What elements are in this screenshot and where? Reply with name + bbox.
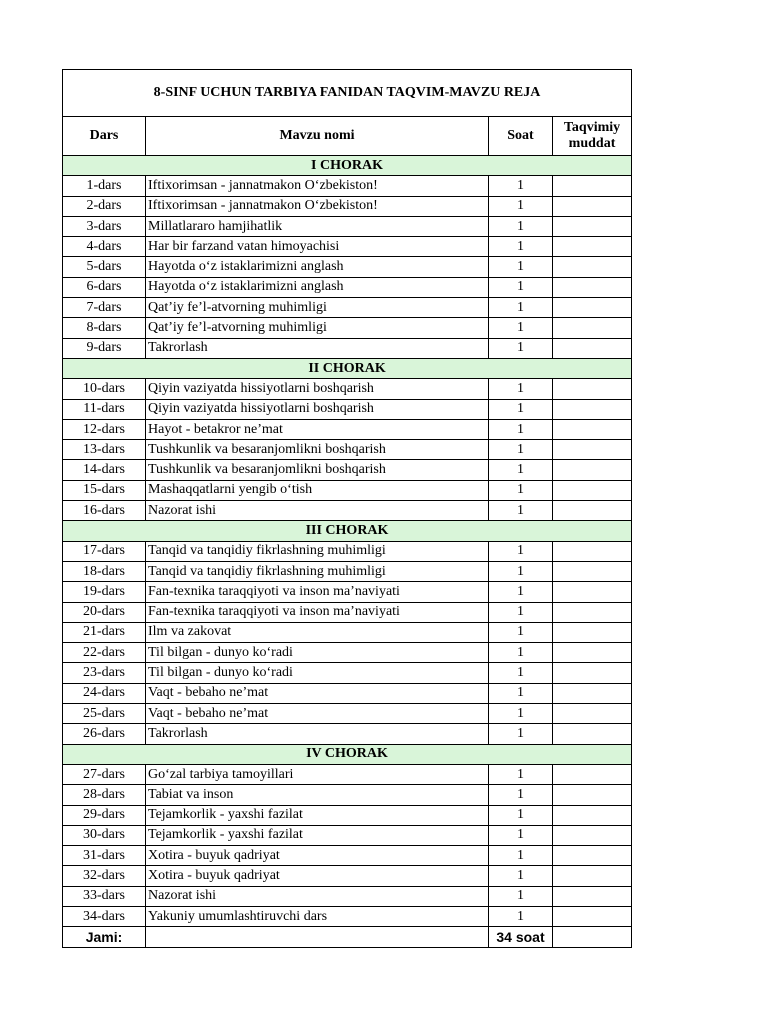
lesson-schedule-cell (553, 866, 632, 886)
lesson-number: 8-dars (63, 318, 146, 338)
lesson-topic: Ilm va zakovat (146, 622, 489, 642)
lesson-hours: 1 (489, 764, 553, 784)
lesson-number: 23-dars (63, 663, 146, 683)
header-lesson: Dars (63, 117, 146, 156)
lesson-number: 6-dars (63, 277, 146, 297)
lesson-number: 34-dars (63, 906, 146, 926)
lesson-hours: 1 (489, 440, 553, 460)
lesson-schedule-cell (553, 622, 632, 642)
quarter-row (63, 358, 632, 378)
lesson-schedule-cell (553, 216, 632, 236)
lesson-topic: Takrorlash (146, 338, 489, 358)
lesson-number: 26-dars (63, 724, 146, 744)
lesson-hours: 1 (489, 501, 553, 521)
total-label: Jami: (63, 927, 146, 947)
lesson-schedule-cell (553, 643, 632, 663)
title-row (63, 70, 632, 117)
lesson-schedule-cell (553, 764, 632, 784)
lesson-hours: 1 (489, 683, 553, 703)
lesson-row (63, 318, 632, 338)
lesson-number: 9-dars (63, 338, 146, 358)
lesson-hours: 1 (489, 399, 553, 419)
lesson-schedule-cell (553, 440, 632, 460)
header-row (63, 117, 632, 156)
lesson-topic: Fan-texnika taraqqiyoti va inson ma’naviyati (146, 602, 489, 622)
lesson-row (63, 683, 632, 703)
lesson-schedule-cell (553, 399, 632, 419)
lesson-hours: 1 (489, 846, 553, 866)
lesson-row (63, 440, 632, 460)
quarter-row (63, 156, 632, 176)
header-topic: Mavzu nomi (146, 117, 489, 156)
total-empty-schedule (553, 927, 632, 947)
lesson-number: 14-dars (63, 460, 146, 480)
lesson-schedule-cell (553, 338, 632, 358)
lesson-number: 21-dars (63, 622, 146, 642)
lesson-topic: Tejamkorlik - yaxshi fazilat (146, 805, 489, 825)
lesson-row (63, 501, 632, 521)
quarter-title: II CHORAK (63, 358, 632, 378)
lesson-topic: Tushkunlik va besaranjomlikni boshqarish (146, 460, 489, 480)
lesson-hours: 1 (489, 237, 553, 257)
lesson-row (63, 602, 632, 622)
lesson-topic: Qat’iy fe’l-atvorning muhimligi (146, 298, 489, 318)
lesson-row (63, 785, 632, 805)
lesson-schedule-cell (553, 582, 632, 602)
lesson-schedule-cell (553, 379, 632, 399)
lesson-row (63, 582, 632, 602)
total-row (63, 927, 632, 947)
quarter-title: I CHORAK (63, 156, 632, 176)
lesson-number: 1-dars (63, 176, 146, 196)
lesson-schedule-cell (553, 480, 632, 500)
lesson-row (63, 704, 632, 724)
lesson-hours: 1 (489, 886, 553, 906)
lesson-topic: Vaqt - bebaho ne’mat (146, 704, 489, 724)
lesson-number: 28-dars (63, 785, 146, 805)
lesson-number: 19-dars (63, 582, 146, 602)
lesson-number: 13-dars (63, 440, 146, 460)
lesson-topic: Nazorat ishi (146, 886, 489, 906)
lesson-number: 5-dars (63, 257, 146, 277)
lesson-schedule-cell (553, 886, 632, 906)
lesson-row (63, 176, 632, 196)
quarter-title: III CHORAK (63, 521, 632, 541)
lesson-row (63, 480, 632, 500)
lesson-schedule-cell (553, 176, 632, 196)
lesson-hours: 1 (489, 825, 553, 845)
lesson-topic: Tanqid va tanqidiy fikrlashning muhimligi (146, 541, 489, 561)
lesson-topic: Yakuniy umumlashtiruvchi dars (146, 906, 489, 926)
header-hours: Soat (489, 117, 553, 156)
lesson-hours: 1 (489, 460, 553, 480)
lesson-hours: 1 (489, 277, 553, 297)
lesson-row (63, 622, 632, 642)
lesson-hours: 1 (489, 480, 553, 500)
lesson-topic: Go‘zal tarbiya tamoyillari (146, 764, 489, 784)
lesson-hours: 1 (489, 704, 553, 724)
total-empty-topic (146, 927, 489, 947)
lesson-schedule-cell (553, 805, 632, 825)
lesson-topic: Iftixorimsan - jannatmakon O‘zbekiston! (146, 196, 489, 216)
lesson-hours: 1 (489, 196, 553, 216)
lesson-number: 31-dars (63, 846, 146, 866)
lesson-schedule-cell (553, 906, 632, 926)
lesson-hours: 1 (489, 419, 553, 439)
lesson-number: 24-dars (63, 683, 146, 703)
lesson-number: 25-dars (63, 704, 146, 724)
lesson-number: 4-dars (63, 237, 146, 257)
lesson-schedule-cell (553, 785, 632, 805)
total-hours: 34 soat (489, 927, 553, 947)
lesson-schedule-cell (553, 846, 632, 866)
lesson-topic: Til bilgan - dunyo ko‘radi (146, 643, 489, 663)
lesson-number: 17-dars (63, 541, 146, 561)
lesson-number: 7-dars (63, 298, 146, 318)
lesson-hours: 1 (489, 866, 553, 886)
lesson-topic: Nazorat ishi (146, 501, 489, 521)
lesson-topic: Takrorlash (146, 724, 489, 744)
lesson-schedule-cell (553, 663, 632, 683)
lesson-number: 2-dars (63, 196, 146, 216)
lesson-number: 16-dars (63, 501, 146, 521)
lesson-row (63, 866, 632, 886)
lesson-topic: Mashaqqatlarni yengib o‘tish (146, 480, 489, 500)
lesson-topic: Tanqid va tanqidiy fikrlashning muhimligi (146, 561, 489, 581)
lesson-topic: Vaqt - bebaho ne’mat (146, 683, 489, 703)
quarter-title: IV CHORAK (63, 744, 632, 764)
lesson-schedule-cell (553, 724, 632, 744)
lesson-row (63, 460, 632, 480)
lesson-hours: 1 (489, 785, 553, 805)
lesson-schedule-cell (553, 501, 632, 521)
quarter-row (63, 521, 632, 541)
lesson-row (63, 541, 632, 561)
plan-table-body (63, 70, 632, 948)
lesson-hours: 1 (489, 805, 553, 825)
lesson-schedule-cell (553, 257, 632, 277)
lesson-schedule-cell (553, 704, 632, 724)
lesson-topic: Hayot - betakror ne’mat (146, 419, 489, 439)
lesson-number: 27-dars (63, 764, 146, 784)
lesson-row (63, 379, 632, 399)
lesson-schedule-cell (553, 419, 632, 439)
lesson-topic: Xotira - buyuk qadriyat (146, 866, 489, 886)
lesson-row (63, 257, 632, 277)
lesson-topic: Xotira - buyuk qadriyat (146, 846, 489, 866)
lesson-row (63, 764, 632, 784)
lesson-topic: Tabiat va inson (146, 785, 489, 805)
lesson-hours: 1 (489, 561, 553, 581)
lesson-number: 18-dars (63, 561, 146, 581)
lesson-topic: Hayotda o‘z istaklarimizni anglash (146, 277, 489, 297)
lesson-schedule-cell (553, 602, 632, 622)
lesson-row (63, 663, 632, 683)
lesson-hours: 1 (489, 582, 553, 602)
lesson-schedule-cell (553, 196, 632, 216)
header-schedule-line1: Taqvimiy (563, 120, 621, 135)
lesson-hours: 1 (489, 906, 553, 926)
lesson-row (63, 196, 632, 216)
lesson-topic: Iftixorimsan - jannatmakon O‘zbekiston! (146, 176, 489, 196)
lesson-row (63, 724, 632, 744)
lesson-hours: 1 (489, 724, 553, 744)
lesson-number: 20-dars (63, 602, 146, 622)
lesson-topic: Hayotda o‘z istaklarimizni anglash (146, 257, 489, 277)
lesson-topic: Har bir farzand vatan himoyachisi (146, 237, 489, 257)
lesson-schedule-cell (553, 277, 632, 297)
lesson-topic: Qiyin vaziyatda hissiyotlarni boshqarish (146, 379, 489, 399)
lesson-number: 15-dars (63, 480, 146, 500)
lesson-row (63, 886, 632, 906)
document-title: 8-SINF UCHUN TARBIYA FANIDAN TAQVIM-MAVZU REJA (63, 70, 632, 117)
lesson-topic: Tejamkorlik - yaxshi fazilat (146, 825, 489, 845)
lesson-topic: Tushkunlik va besaranjomlikni boshqarish (146, 440, 489, 460)
lesson-schedule-cell (553, 683, 632, 703)
header-schedule (553, 117, 632, 156)
lesson-row (63, 419, 632, 439)
lesson-topic: Millatlararo hamjihatlik (146, 216, 489, 236)
lesson-hours: 1 (489, 643, 553, 663)
lesson-hours: 1 (489, 541, 553, 561)
lesson-row (63, 216, 632, 236)
lesson-schedule-cell (553, 237, 632, 257)
lesson-number: 29-dars (63, 805, 146, 825)
header-schedule-line2: muddat (568, 136, 616, 151)
lesson-topic: Fan-texnika taraqqiyoti va inson ma’naviyati (146, 582, 489, 602)
lesson-number: 33-dars (63, 886, 146, 906)
plan-table (62, 69, 632, 948)
lesson-row (63, 805, 632, 825)
lesson-schedule-cell (553, 541, 632, 561)
lesson-number: 3-dars (63, 216, 146, 236)
lesson-row (63, 643, 632, 663)
lesson-hours: 1 (489, 216, 553, 236)
lesson-schedule-cell (553, 298, 632, 318)
lesson-row (63, 399, 632, 419)
lesson-hours: 1 (489, 379, 553, 399)
lesson-topic: Til bilgan - dunyo ko‘radi (146, 663, 489, 683)
lesson-number: 10-dars (63, 379, 146, 399)
lesson-row (63, 338, 632, 358)
lesson-row (63, 846, 632, 866)
lesson-hours: 1 (489, 338, 553, 358)
lesson-hours: 1 (489, 176, 553, 196)
lesson-topic: Qiyin vaziyatda hissiyotlarni boshqarish (146, 399, 489, 419)
lesson-number: 32-dars (63, 866, 146, 886)
lesson-row (63, 277, 632, 297)
lesson-number: 22-dars (63, 643, 146, 663)
lesson-schedule-cell (553, 825, 632, 845)
lesson-row (63, 561, 632, 581)
lesson-hours: 1 (489, 257, 553, 277)
lesson-number: 30-dars (63, 825, 146, 845)
lesson-number: 11-dars (63, 399, 146, 419)
lesson-hours: 1 (489, 298, 553, 318)
lesson-topic: Qat’iy fe’l-atvorning muhimligi (146, 318, 489, 338)
lesson-row (63, 825, 632, 845)
lesson-row (63, 906, 632, 926)
quarter-row (63, 744, 632, 764)
lesson-schedule-cell (553, 460, 632, 480)
lesson-schedule-cell (553, 561, 632, 581)
lesson-schedule-cell (553, 318, 632, 338)
lesson-hours: 1 (489, 602, 553, 622)
lesson-hours: 1 (489, 318, 553, 338)
lesson-row (63, 298, 632, 318)
lesson-hours: 1 (489, 622, 553, 642)
lesson-hours: 1 (489, 663, 553, 683)
lesson-number: 12-dars (63, 419, 146, 439)
lesson-row (63, 237, 632, 257)
